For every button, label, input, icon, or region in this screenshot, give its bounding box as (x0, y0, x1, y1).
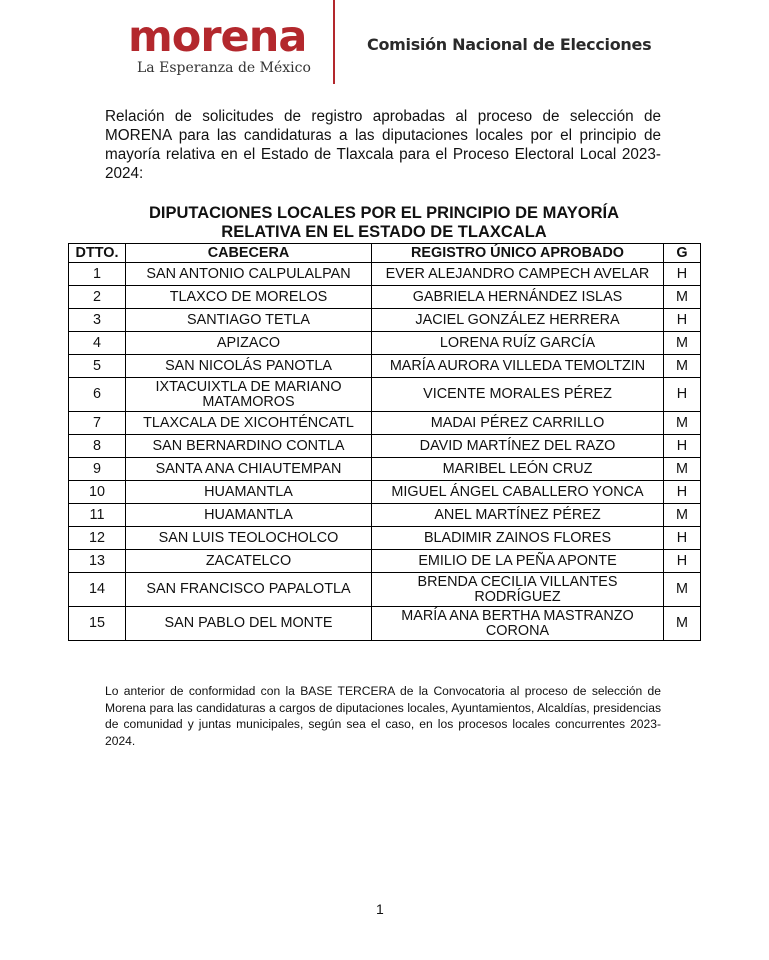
cell-registro: GABRIELA HERNÁNDEZ ISLAS (372, 286, 664, 309)
table-row (69, 378, 701, 412)
table-row (69, 481, 701, 504)
cell-genero: H (664, 481, 701, 504)
header-cabecera: CABECERA (126, 244, 372, 263)
cell-registro: EVER ALEJANDRO CAMPECH AVELAR (372, 263, 664, 286)
table-row (69, 504, 701, 527)
table-row (69, 412, 701, 435)
table-row (69, 527, 701, 550)
cell-registro: MARÍA ANA BERTHA MASTRANZO CORONA (372, 607, 664, 641)
cell-genero: M (664, 286, 701, 309)
cell-cabecera: SAN PABLO DEL MONTE (126, 607, 372, 641)
cell-registro: DAVID MARTÍNEZ DEL RAZO (372, 435, 664, 458)
cell-dtto: 13 (69, 550, 126, 573)
legal-note: Lo anterior de conformidad con la BASE TERCERA de la Convocatoria al proceso de selección de Morena para las candidaturas a cargos de diputaciones locales, Ayuntamientos, Alcaldías, presidencias de comunidad y juntas municipales, según sea el caso, en los procesos locales concurrentes 2023-2024. (105, 684, 661, 748)
cell-registro: JACIEL GONZÁLEZ HERRERA (372, 309, 664, 332)
table-row (69, 435, 701, 458)
cell-genero: M (664, 504, 701, 527)
cell-genero: M (664, 355, 701, 378)
registrations-table (68, 243, 701, 641)
header-dtto: DTTO. (69, 244, 126, 263)
cell-cabecera: HUAMANTLA (126, 481, 372, 504)
letterhead (0, 0, 769, 90)
cell-dtto: 8 (69, 435, 126, 458)
cell-dtto: 15 (69, 607, 126, 641)
cell-genero: M (664, 412, 701, 435)
cell-cabecera: HUAMANTLA (126, 504, 372, 527)
cell-dtto: 14 (69, 573, 126, 607)
table-title-line1: DIPUTACIONES LOCALES POR EL PRINCIPIO DE MAYORÍA (148, 204, 619, 222)
table-row (69, 458, 701, 481)
cell-dtto: 1 (69, 263, 126, 286)
cell-registro: LORENA RUÍZ GARCÍA (372, 332, 664, 355)
cell-genero: M (664, 458, 701, 481)
cell-cabecera: SAN BERNARDINO CONTLA (126, 435, 372, 458)
header-registro: REGISTRO ÚNICO APROBADO (372, 244, 664, 263)
page-number: 1 (376, 901, 384, 917)
cell-registro: BRENDA CECILIA VILLANTES RODRÍGUEZ (372, 573, 664, 607)
cell-dtto: 6 (69, 378, 126, 412)
cell-dtto: 2 (69, 286, 126, 309)
logo-tagline: La Esperanza de México (137, 60, 311, 76)
cell-genero: H (664, 378, 701, 412)
header-genero: G (664, 244, 701, 263)
cell-genero: H (664, 527, 701, 550)
cell-dtto: 11 (69, 504, 126, 527)
cell-dtto: 9 (69, 458, 126, 481)
intro-paragraph: Relación de solicitudes de registro aprobadas al proceso de selección de MORENA para las candidaturas a las diputaciones locales por el principio de mayoría relativa en el Estado de Tlaxcala para el Proceso Electoral Local 2023-2024: (105, 108, 661, 182)
header-divider (333, 0, 335, 84)
commission-name: Comisión Nacional de Elecciones (367, 35, 652, 54)
morena-logo: morena (128, 12, 307, 62)
cell-genero: M (664, 573, 701, 607)
cell-genero: M (664, 332, 701, 355)
table-header-row (69, 244, 701, 263)
cell-registro: MARIBEL LEÓN CRUZ (372, 458, 664, 481)
table-row (69, 309, 701, 332)
cell-genero: H (664, 550, 701, 573)
cell-cabecera: SAN ANTONIO CALPULALPAN (126, 263, 372, 286)
cell-registro: MIGUEL ÁNGEL CABALLERO YONCA (372, 481, 664, 504)
cell-registro: ANEL MARTÍNEZ PÉREZ (372, 504, 664, 527)
cell-dtto: 5 (69, 355, 126, 378)
cell-dtto: 4 (69, 332, 126, 355)
table-row (69, 332, 701, 355)
cell-genero: M (664, 607, 701, 641)
cell-dtto: 7 (69, 412, 126, 435)
cell-registro: MADAI PÉREZ CARRILLO (372, 412, 664, 435)
cell-registro: VICENTE MORALES PÉREZ (372, 378, 664, 412)
cell-cabecera: SAN FRANCISCO PAPALOTLA (126, 573, 372, 607)
cell-cabecera: TLAXCO DE MORELOS (126, 286, 372, 309)
cell-genero: H (664, 263, 701, 286)
table-title-line2: RELATIVA EN EL ESTADO DE TLAXCALA (221, 223, 547, 241)
cell-cabecera: ZACATELCO (126, 550, 372, 573)
cell-cabecera: IXTACUIXTLA DE MARIANO MATAMOROS (126, 378, 372, 412)
cell-dtto: 3 (69, 309, 126, 332)
cell-cabecera: APIZACO (126, 332, 372, 355)
cell-registro: BLADIMIR ZAINOS FLORES (372, 527, 664, 550)
cell-dtto: 10 (69, 481, 126, 504)
cell-registro: MARÍA AURORA VILLEDA TEMOLTZIN (372, 355, 664, 378)
cell-cabecera: SANTIAGO TETLA (126, 309, 372, 332)
table-row (69, 550, 701, 573)
table-title (100, 204, 668, 242)
cell-genero: H (664, 309, 701, 332)
cell-dtto: 12 (69, 527, 126, 550)
cell-genero: H (664, 435, 701, 458)
table-row (69, 355, 701, 378)
cell-cabecera: SAN LUIS TEOLOCHOLCO (126, 527, 372, 550)
table-row (69, 263, 701, 286)
cell-cabecera: SANTA ANA CHIAUTEMPAN (126, 458, 372, 481)
table-row (69, 607, 701, 641)
cell-cabecera: TLAXCALA DE XICOHTÉNCATL (126, 412, 372, 435)
table-row (69, 573, 701, 607)
table-row (69, 286, 701, 309)
cell-cabecera: SAN NICOLÁS PANOTLA (126, 355, 372, 378)
cell-registro: EMILIO DE LA PEÑA APONTE (372, 550, 664, 573)
